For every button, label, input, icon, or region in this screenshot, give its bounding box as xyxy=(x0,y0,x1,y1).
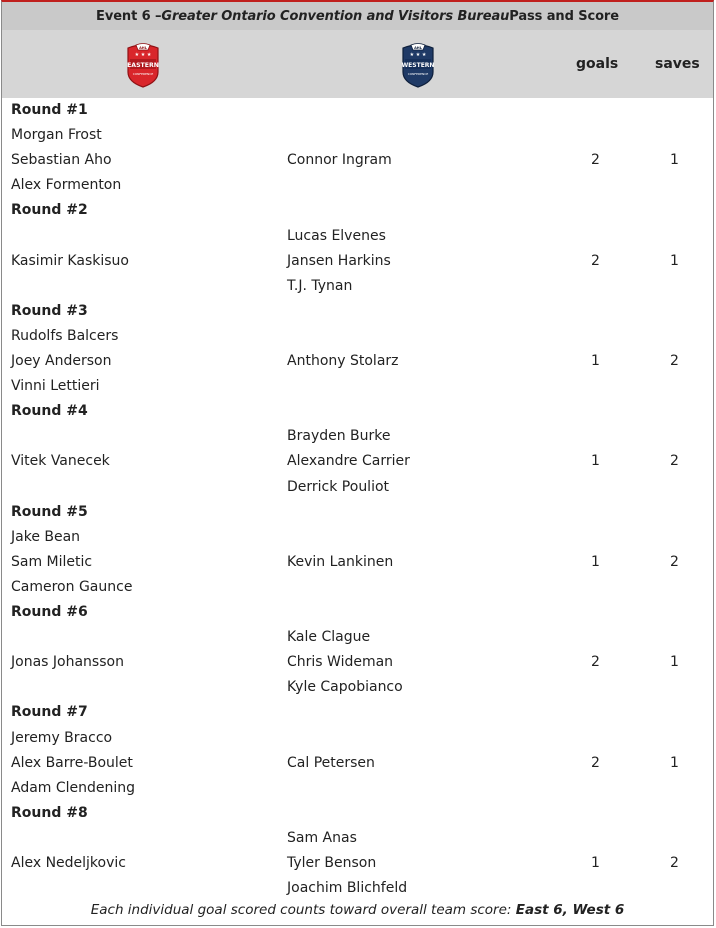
east-player: Jeremy Bracco xyxy=(11,729,113,746)
svg-text:AHL: AHL xyxy=(414,46,422,50)
player-row xyxy=(2,726,713,751)
player-row xyxy=(2,851,713,876)
west-player: Kale Clague xyxy=(287,629,371,646)
east-player: Alex Barre-Boulet xyxy=(11,754,133,771)
player-row xyxy=(2,751,713,776)
goals-value: 2 xyxy=(591,152,600,169)
round-label: Round #2 xyxy=(11,202,88,219)
player-row xyxy=(2,173,713,198)
event-table xyxy=(1,0,714,926)
footer-score: East 6, West 6 xyxy=(515,902,625,918)
west-player: Anthony Stolarz xyxy=(287,353,399,369)
goals-value: 2 xyxy=(591,252,600,269)
player-row xyxy=(2,826,713,851)
east-player: Cameron Gaunce xyxy=(11,578,133,595)
round-header-row xyxy=(2,700,713,725)
saves-value: 1 xyxy=(670,654,679,671)
player-row xyxy=(2,249,713,274)
round-label: Round #7 xyxy=(11,704,88,721)
goals-value: 1 xyxy=(591,553,600,570)
saves-value: 1 xyxy=(670,754,679,771)
round-label: Round #1 xyxy=(11,102,88,118)
footer-text: Each individual goal scored counts toward overall team score: xyxy=(90,902,516,918)
title-sponsor: Greater Ontario Convention and Visitors Bureau xyxy=(161,8,510,24)
west-player: Tyler Benson xyxy=(287,855,377,871)
svg-text:CONFERENCE: CONFERENCE xyxy=(407,72,429,76)
player-row xyxy=(2,550,713,575)
svg-text:★ ★ ★: ★ ★ ★ xyxy=(409,52,427,58)
round-label: Round #3 xyxy=(11,302,88,319)
goals-value: 1 xyxy=(591,353,600,369)
saves-value: 2 xyxy=(670,353,679,369)
player-row xyxy=(2,274,713,299)
saves-column-header: saves xyxy=(655,56,700,72)
west-player: Connor Ingram xyxy=(287,152,392,169)
player-row xyxy=(2,148,713,173)
west-player: Joachim Blichfeld xyxy=(287,880,408,897)
east-player: Sam Miletic xyxy=(11,553,93,570)
player-row xyxy=(2,675,713,700)
svg-text:EASTERN: EASTERN xyxy=(127,62,159,69)
west-player: Kyle Capobianco xyxy=(287,679,403,696)
west-player: Brayden Burke xyxy=(287,428,391,445)
round-header-row xyxy=(2,198,713,223)
east-player: Sebastian Aho xyxy=(11,152,112,169)
round-header-row xyxy=(2,801,713,826)
east-player: Vinni Lettieri xyxy=(11,378,100,395)
svg-text:★ ★ ★: ★ ★ ★ xyxy=(134,52,152,58)
west-player: Alexandre Carrier xyxy=(287,453,410,470)
eastern-conference-logo xyxy=(124,42,162,88)
saves-value: 2 xyxy=(670,553,679,570)
table-header xyxy=(2,30,713,98)
saves-value: 2 xyxy=(670,453,679,470)
round-header-row xyxy=(2,299,713,324)
west-player: Cal Petersen xyxy=(287,754,375,771)
goals-value: 1 xyxy=(591,855,600,871)
table-footer xyxy=(2,902,713,926)
round-label: Round #6 xyxy=(11,604,88,620)
player-row xyxy=(2,123,713,148)
player-row xyxy=(2,876,713,901)
goals-column-header: goals xyxy=(576,56,619,72)
player-row xyxy=(2,224,713,249)
title-prefix: Event 6 – xyxy=(96,8,162,24)
west-player: Chris Wideman xyxy=(287,654,394,671)
east-player: Rudolfs Balcers xyxy=(11,327,119,344)
saves-value: 1 xyxy=(670,252,679,269)
svg-text:AHL: AHL xyxy=(139,46,147,50)
svg-text:CONFERENCE: CONFERENCE xyxy=(132,72,154,76)
svg-text:WESTERN: WESTERN xyxy=(401,62,435,69)
round-header-row xyxy=(2,399,713,424)
west-player: T.J. Tynan xyxy=(287,277,353,294)
player-row xyxy=(2,650,713,675)
player-row xyxy=(2,525,713,550)
east-player: Morgan Frost xyxy=(11,127,102,144)
round-header-row xyxy=(2,500,713,525)
player-row xyxy=(2,424,713,449)
saves-value: 1 xyxy=(670,152,679,169)
round-header-row xyxy=(2,98,713,123)
east-player: Alex Nedeljkovic xyxy=(11,855,126,871)
title-suffix: Pass and Score xyxy=(509,8,619,24)
player-row xyxy=(2,374,713,399)
player-row xyxy=(2,349,713,374)
round-label: Round #4 xyxy=(11,403,88,420)
round-label: Round #8 xyxy=(11,804,88,821)
west-player: Sam Anas xyxy=(287,829,357,846)
round-label: Round #5 xyxy=(11,503,88,520)
west-player: Jansen Harkins xyxy=(287,252,391,269)
west-player: Derrick Pouliot xyxy=(287,478,390,495)
west-player: Kevin Lankinen xyxy=(287,553,394,570)
table-title xyxy=(2,2,713,31)
east-player: Jonas Johansson xyxy=(11,654,124,671)
east-player: Vitek Vanecek xyxy=(11,453,110,470)
east-player: Alex Formenton xyxy=(11,177,122,194)
player-row xyxy=(2,449,713,474)
player-row xyxy=(2,475,713,500)
round-header-row xyxy=(2,600,713,625)
western-conference-logo xyxy=(399,42,437,88)
player-row xyxy=(2,575,713,600)
east-player: Kasimir Kaskisuo xyxy=(11,252,129,269)
goals-value: 2 xyxy=(591,754,600,771)
east-player: Jake Bean xyxy=(11,528,81,545)
east-player: Joey Anderson xyxy=(11,353,112,369)
west-player: Lucas Elvenes xyxy=(287,227,386,244)
player-row xyxy=(2,776,713,801)
saves-value: 2 xyxy=(670,855,679,871)
east-player: Adam Clendening xyxy=(11,779,136,796)
player-row xyxy=(2,324,713,349)
goals-value: 1 xyxy=(591,453,600,470)
player-row xyxy=(2,625,713,650)
goals-value: 2 xyxy=(591,654,600,671)
